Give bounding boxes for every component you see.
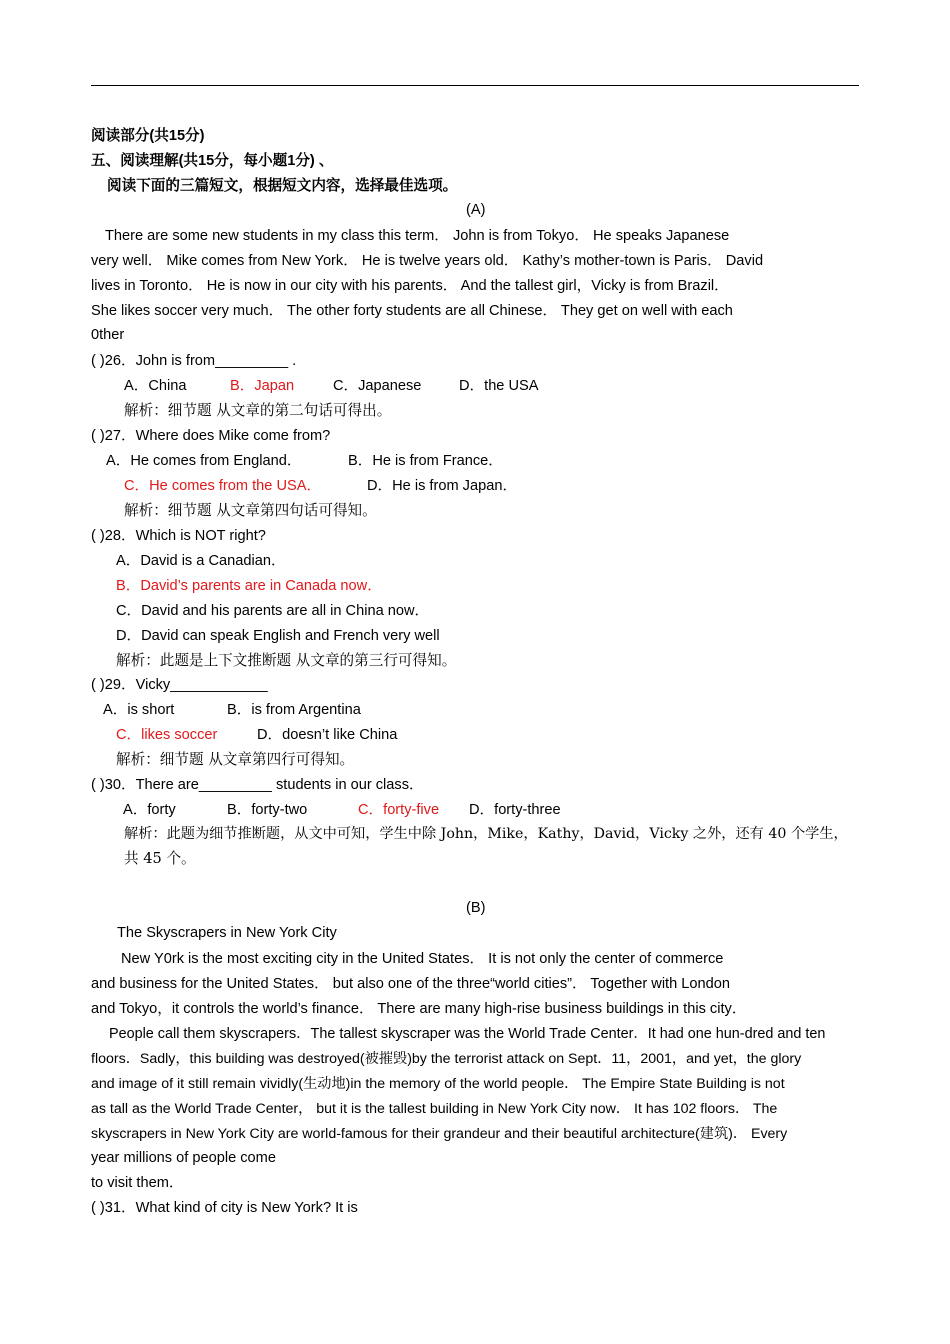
passage-b-label: (B) bbox=[466, 900, 486, 916]
passage-b-title: The Skyscrapers in New York City bbox=[117, 925, 337, 941]
q28-option-d: D．David can speak English and French very well bbox=[116, 628, 440, 644]
q28-option-a: A．David is a Canadian． bbox=[116, 553, 286, 569]
q27-analysis: 解析：细节题 从文章第四句话可得知。 bbox=[124, 502, 377, 519]
passage-a-line: There are some new students in my class this term． John is from Tokyo． He speaks Japanese bbox=[105, 228, 730, 244]
passage-b-para2-line: year millions of people come bbox=[91, 1150, 276, 1166]
q26-option-c: C．Japanese bbox=[333, 378, 422, 394]
q26-option-b: B．Japan bbox=[230, 378, 295, 394]
passage-b-para1-line: and Tokyo，it controls the world’s finance． There are many high-rise business buildings in this city． bbox=[91, 1001, 747, 1017]
question-28-stem: ( )28．Which is NOT right? bbox=[91, 528, 266, 544]
q30-option-d: D．forty-three bbox=[469, 802, 561, 818]
q28-analysis: 解析：此题是上下文推断题 从文章的第三行可得知。 bbox=[116, 652, 457, 669]
q29-option-b: B．is from Argentina bbox=[227, 702, 361, 718]
q30-option-a: A．forty bbox=[123, 802, 176, 818]
part-title: 五、阅读理解(共15分，每小题1分) 、 bbox=[91, 153, 334, 169]
q29-analysis: 解析：细节题 从文章第四行可得知。 bbox=[116, 751, 355, 768]
q30-option-b: B．forty-two bbox=[227, 802, 308, 818]
q29-option-a: A．is short bbox=[103, 702, 175, 718]
passage-b-para1-line: and business for the United States． but also one of the three“world cities”． Together with London bbox=[91, 976, 730, 992]
q30-analysis-line2: 共 45 个。 bbox=[124, 850, 196, 867]
q29-option-c: C．likes soccer bbox=[116, 727, 218, 743]
question-30-stem: ( )30．There are_________ students in our class． bbox=[91, 777, 424, 793]
section-title: 阅读部分(共15分) bbox=[91, 128, 205, 144]
question-27-stem: ( )27．Where does Mike come from? bbox=[91, 428, 331, 444]
passage-b-para1-line: New Y0rk is the most exciting city in the United States． It is not only the center of commerce bbox=[121, 951, 724, 967]
question-29-stem: ( )29．Vicky____________ bbox=[91, 677, 268, 693]
q27-option-a: A．He comes from England． bbox=[106, 453, 302, 469]
q26-option-d: D．the USA bbox=[459, 378, 539, 394]
q28-option-c: C．David and his parents are all in China now． bbox=[116, 603, 430, 619]
passage-b-para2-line: as tall as the World Trade Center， but it is the tallest building in New York City now． It has 102 floors． The bbox=[91, 1101, 778, 1117]
question-26-stem: ( )26．John is from_________ . bbox=[91, 353, 297, 369]
passage-b-para2-line: floors．Sadly，this building was destroyed(被摧毁)by the terrorist attack on Sept．11，2001，and yet，the glory bbox=[91, 1051, 802, 1067]
question-31-stem: ( )31．What kind of city is New York? It is bbox=[91, 1200, 358, 1216]
passage-b-para2-line: People call them skyscrapers．The tallest skyscraper was the World Trade Center．It had one hun-dred and ten bbox=[109, 1026, 826, 1042]
passage-a-label: (A) bbox=[466, 202, 486, 218]
passage-a-line: 0ther bbox=[91, 327, 125, 343]
passage-b-para2-line: and image of it still remain vividly(生动地)in the memory of the world people． The Empire State Building is not bbox=[91, 1076, 785, 1092]
header-rule bbox=[91, 85, 859, 86]
q27-option-b: B．He is from France． bbox=[348, 453, 503, 469]
q27-option-c: C．He comes from the USA． bbox=[124, 478, 322, 494]
q26-analysis: 解析：细节题 从文章的第二句话可得出。 bbox=[124, 402, 392, 419]
instructions: 阅读下面的三篇短文，根据短文内容，选择最佳选项。 bbox=[107, 178, 458, 194]
q27-option-d: D．He is from Japan． bbox=[367, 478, 518, 494]
q30-analysis-line1: 解析：此题为细节推断题，从文中可知，学生中除 John，Mike，Kathy，David，Vicky 之外，还有 40 个学生， bbox=[124, 826, 848, 842]
q29-option-d: D．doesn’t like China bbox=[257, 727, 398, 743]
q30-option-c: C．forty-five bbox=[358, 802, 440, 818]
q26-option-a: A．China bbox=[124, 378, 187, 394]
q28-option-b: B．David’s parents are in Canada now． bbox=[116, 578, 382, 594]
passage-a-line: very well． Mike comes from New York． He is twelve years old． Kathy’s mother-town is Paris． David bbox=[91, 253, 764, 269]
passage-a-line: lives in Toronto． He is now in our city with his parents． And the tallest girl，Vicky is from Brazil． bbox=[91, 278, 729, 294]
passage-a-line: She likes soccer very much． The other forty students are all Chinese． They get on well with each bbox=[91, 303, 733, 319]
passage-b-para2-line: to visit them． bbox=[91, 1175, 184, 1191]
passage-b-para2-line: skyscrapers in New York City are world-famous for their grandeur and their beautiful architecture(建筑)． Every bbox=[91, 1126, 788, 1142]
